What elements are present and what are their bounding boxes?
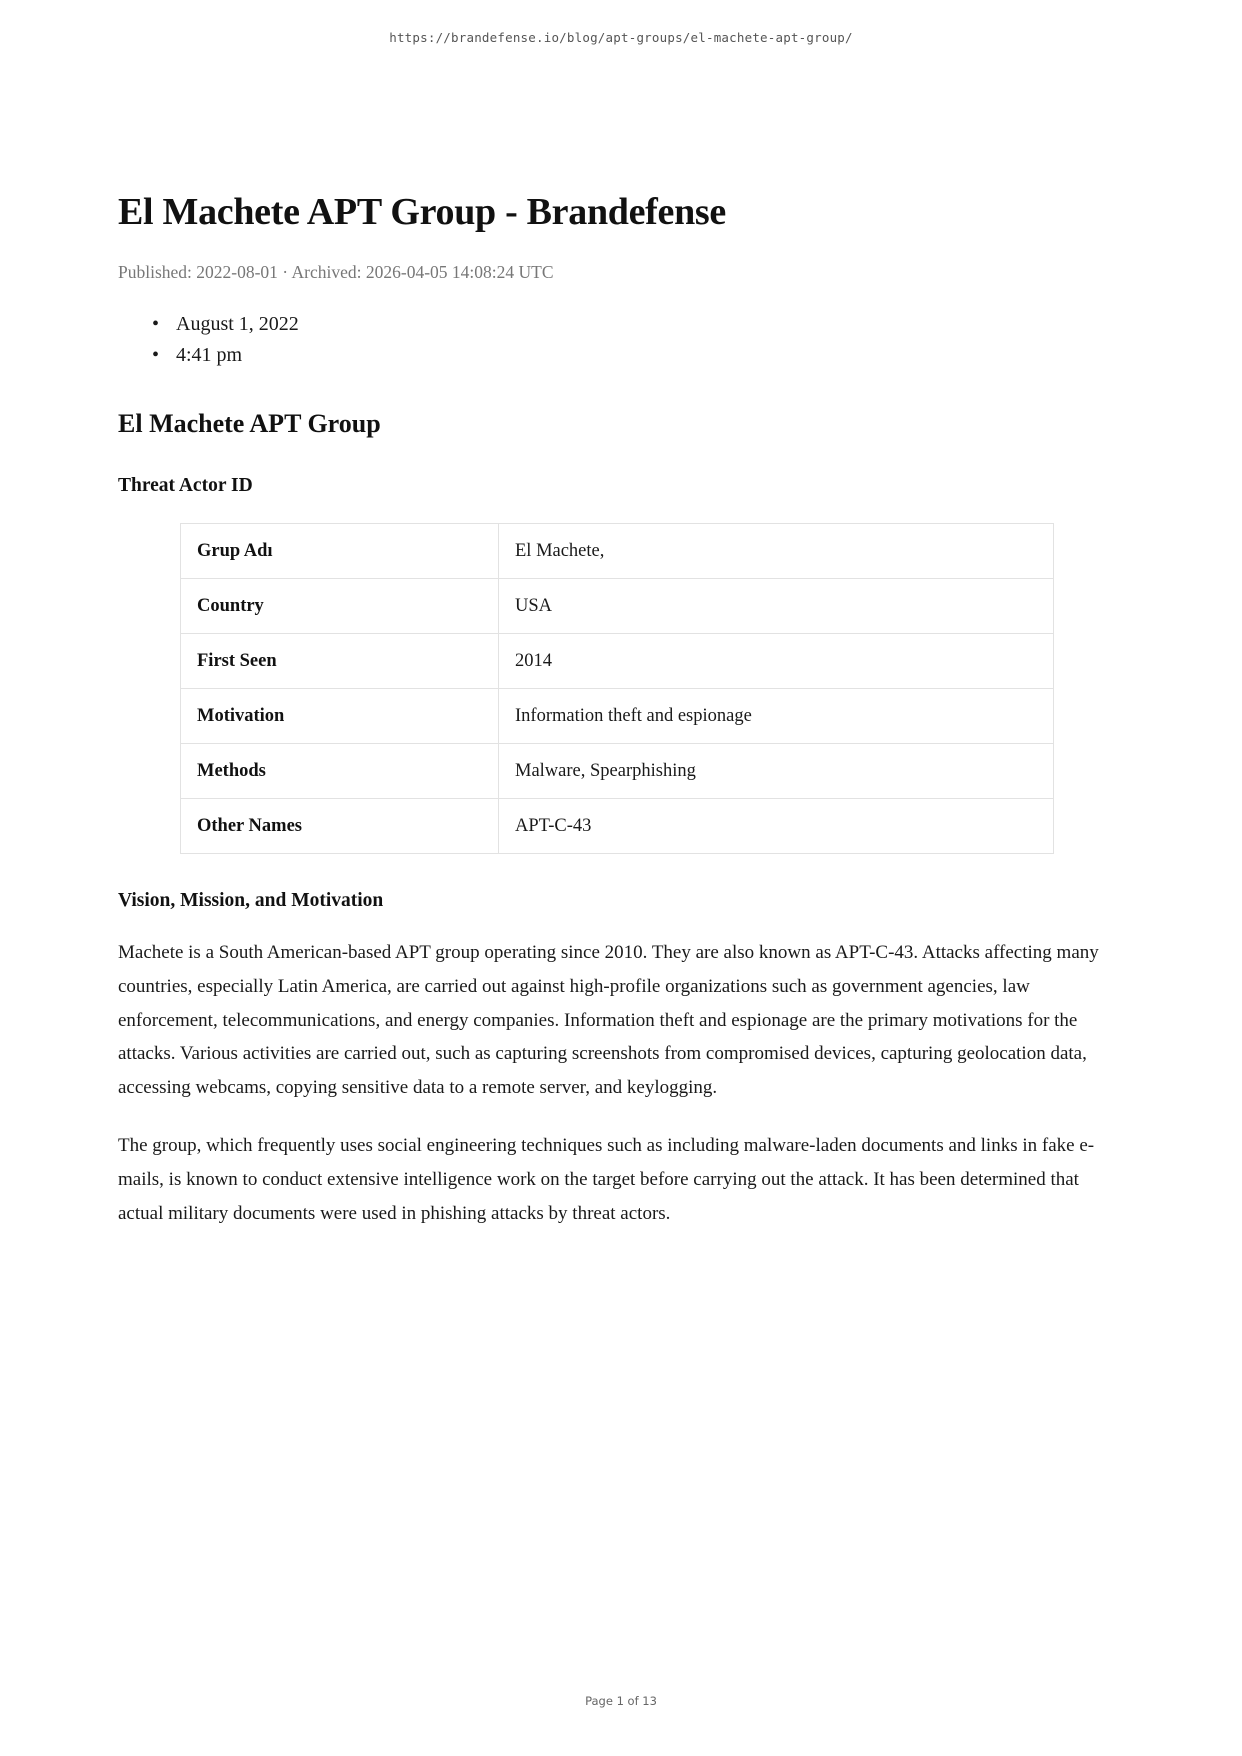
table-cell-key: Other Names	[181, 799, 499, 854]
table-cell-value: 2014	[499, 634, 1054, 689]
threat-actor-table	[180, 523, 1054, 854]
subheading-vision-mission-motivation: Vision, Mission, and Motivation	[118, 890, 384, 911]
table-cell-value: Information theft and espionage	[499, 689, 1054, 744]
archived-source-url: https://brandefense.io/blog/apt-groups/el-machete-apt-group/	[389, 30, 853, 45]
table-row	[181, 634, 1054, 689]
page-title: El Machete APT Group - Brandefense	[118, 191, 726, 233]
list-item: • 4:41 pm	[176, 340, 1124, 371]
table-row	[181, 579, 1054, 634]
paragraph-1: Machete is a South American-based APT group operating since 2010. They are also known as APT-C-43. Attacks affecting many countries, especially Latin America, are carried out against high-profile organizations such as government agencies, law enforcement, telecommunications, and energy companies. Information theft and espionage are the primary motivations for the attacks. Various activities are carried out, such as capturing screenshots from compromised devices, capturing geolocation data, accessing webcams, copying sensitive data to a remote server, and keylogging.	[118, 942, 1099, 1099]
list-item: • August 1, 2022	[176, 309, 1124, 340]
table-cell-key: Country	[181, 579, 499, 634]
table-cell-value: Malware, Spearphishing	[499, 744, 1054, 799]
table-row	[181, 744, 1054, 799]
paragraph-2: The group, which frequently uses social engineering techniques such as including malware-laden documents and links in fake e-mails, is known to conduct extensive intelligence work on the target before carrying out the attack. It has been determined that actual military documents were used in phishing attacks by threat actors.	[118, 1135, 1095, 1224]
table-cell-key: Grup Adı	[181, 524, 499, 579]
table-row	[181, 689, 1054, 744]
table-cell-value: APT-C-43	[499, 799, 1054, 854]
page-footer: Page 1 of 13	[585, 1694, 657, 1708]
document-meta: Published: 2022-08-01 · Archived: 2026-04-05 14:08:24 UTC	[118, 262, 554, 282]
subheading-threat-actor-id: Threat Actor ID	[118, 475, 253, 496]
table-cell-key: First Seen	[181, 634, 499, 689]
date-time-list	[118, 309, 1124, 371]
table-cell-value: El Machete,	[499, 524, 1054, 579]
table-cell-value: USA	[499, 579, 1054, 634]
table-row	[181, 799, 1054, 854]
table-cell-key: Methods	[181, 744, 499, 799]
table-row	[181, 524, 1054, 579]
table-cell-key: Motivation	[181, 689, 499, 744]
section-heading-el-machete: El Machete APT Group	[118, 409, 381, 438]
